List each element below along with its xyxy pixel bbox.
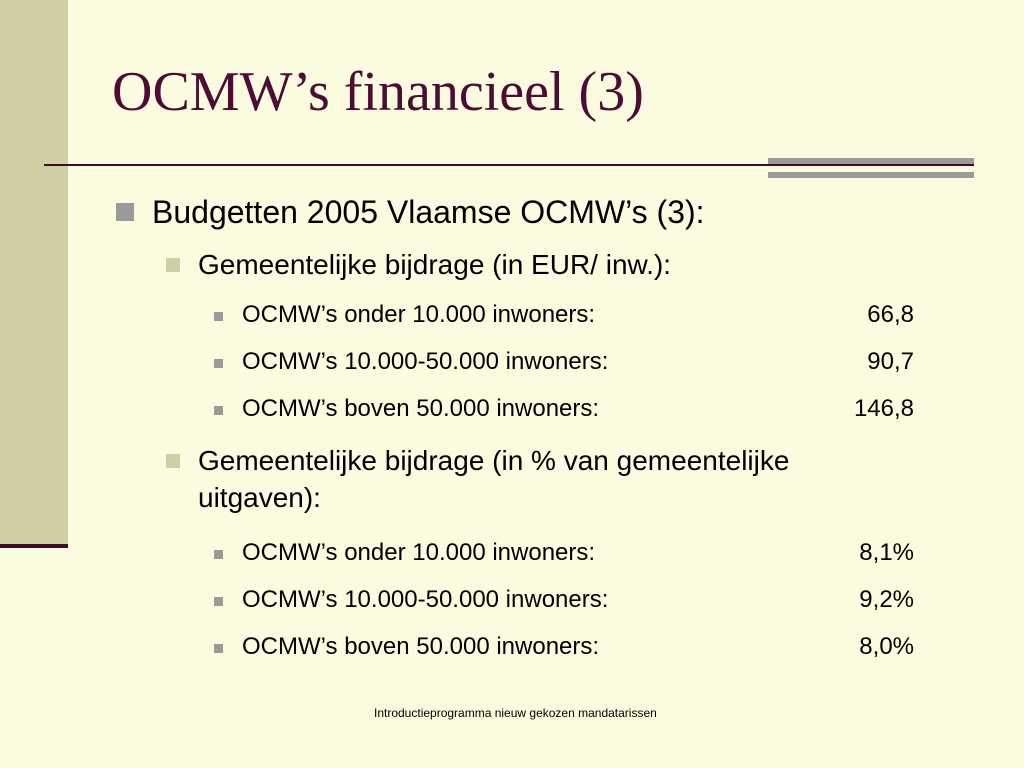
row-value: 90,7	[867, 348, 914, 375]
row-value: 9,2%	[859, 586, 914, 613]
row-value: 8,0%	[859, 633, 914, 660]
section-heading-percent	[166, 442, 866, 522]
square-bullet-icon	[166, 454, 180, 468]
square-bullet-icon	[214, 312, 223, 321]
square-bullet-icon	[214, 550, 223, 559]
data-row	[214, 295, 924, 335]
data-row	[214, 342, 924, 382]
section-heading-eur	[166, 246, 866, 286]
square-bullet-icon	[214, 644, 223, 653]
row-label: OCMW’s onder 10.000 inwoners:	[242, 539, 596, 566]
slide-title: OCMW’s financieel (3)	[112, 61, 644, 123]
square-bullet-icon	[166, 258, 180, 272]
data-row	[214, 580, 924, 620]
row-label: OCMW’s 10.000-50.000 inwoners:	[242, 348, 609, 375]
slide-footer: Introductieprogramma nieuw gekozen mandatarissen	[374, 706, 657, 720]
row-value: 8,1%	[859, 539, 914, 566]
section-heading-text: Gemeentelijke bijdrage (in % van gemeentelijke uitgaven):	[198, 445, 790, 513]
data-row	[214, 627, 924, 667]
square-bullet-icon	[214, 359, 223, 368]
square-bullet-icon	[214, 406, 223, 415]
square-bullet-icon	[116, 203, 134, 221]
row-value: 66,8	[867, 301, 914, 328]
main-bullet-text: Budgetten 2005 Vlaamse OCMW’s (3):	[152, 194, 705, 230]
section-heading-text: Gemeentelijke bijdrage (in EUR/ inw.):	[198, 249, 672, 280]
square-bullet-icon	[214, 597, 223, 606]
row-label: OCMW’s onder 10.000 inwoners:	[242, 301, 596, 328]
row-label: OCMW’s boven 50.000 inwoners:	[242, 633, 600, 660]
data-row	[214, 389, 924, 429]
row-label: OCMW’s boven 50.000 inwoners:	[242, 395, 600, 422]
row-label: OCMW’s 10.000-50.000 inwoners:	[242, 586, 609, 613]
row-value: 146,8	[853, 395, 914, 422]
data-row	[214, 533, 924, 573]
